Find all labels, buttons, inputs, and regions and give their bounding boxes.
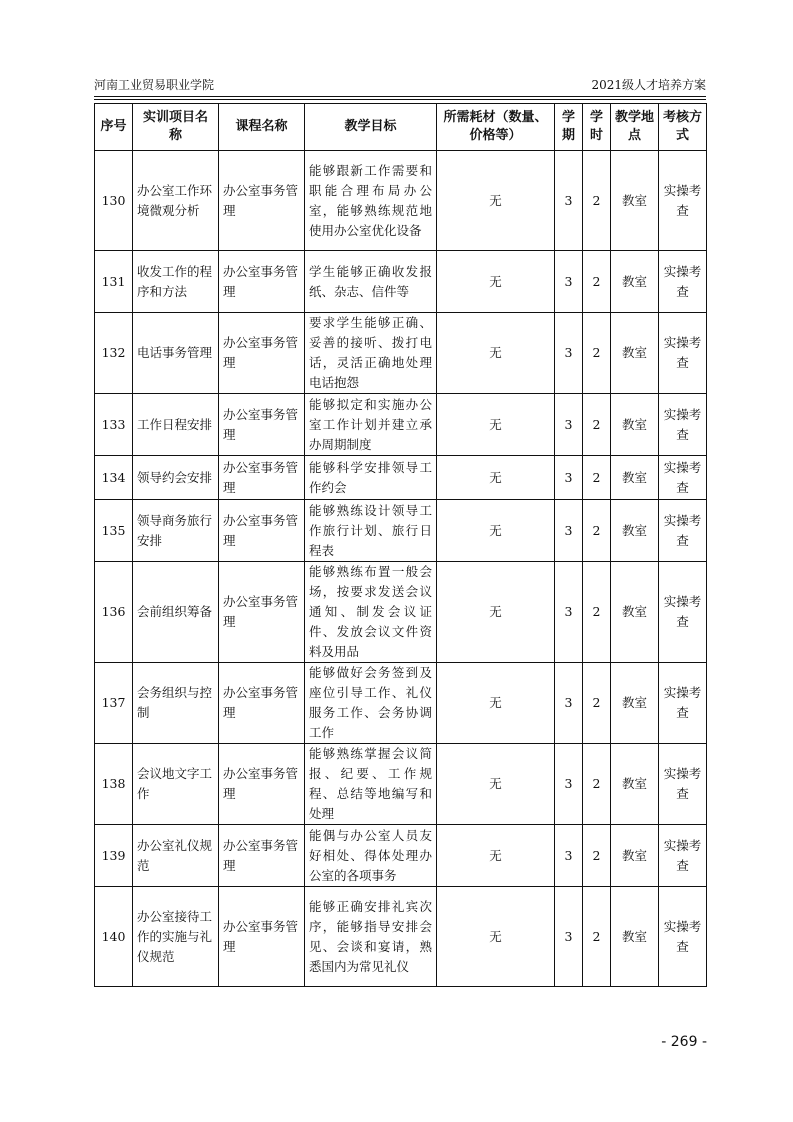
cell-term: 3 (555, 825, 583, 887)
cell-course: 办公室事务管理 (219, 562, 305, 663)
cell-term: 3 (555, 562, 583, 663)
cell-item: 办公室接待工作的实施与礼仪规范 (133, 887, 219, 987)
cell-course: 办公室事务管理 (219, 663, 305, 744)
table-row (95, 394, 707, 456)
cell-course: 办公室事务管理 (219, 251, 305, 313)
cell-consumables: 无 (437, 562, 555, 663)
cell-item: 收发工作的程序和方法 (133, 251, 219, 313)
cell-term: 3 (555, 887, 583, 987)
cell-item: 会前组织筹备 (133, 562, 219, 663)
cell-place: 教室 (611, 562, 659, 663)
cell-place: 教室 (611, 744, 659, 825)
cell-seq: 137 (95, 663, 133, 744)
cell-item: 工作日程安排 (133, 394, 219, 456)
page-number: - 269 - (661, 1034, 707, 1050)
cell-hours: 2 (583, 562, 611, 663)
cell-assessment: 实操考查 (659, 251, 707, 313)
cell-place: 教室 (611, 251, 659, 313)
cell-term: 3 (555, 456, 583, 500)
cell-place: 教室 (611, 663, 659, 744)
cell-goal: 能够熟练设计领导工作旅行计划、旅行日程表 (305, 500, 437, 562)
cell-place: 教室 (611, 887, 659, 987)
cell-course: 办公室事务管理 (219, 744, 305, 825)
cell-assessment: 实操考查 (659, 887, 707, 987)
cell-hours: 2 (583, 887, 611, 987)
table-header-row (95, 104, 707, 151)
cell-goal: 能够熟练掌握会议简报、纪要、工作规程、总结等地编写和处理 (305, 744, 437, 825)
cell-course: 办公室事务管理 (219, 825, 305, 887)
cell-consumables: 无 (437, 825, 555, 887)
cell-term: 3 (555, 744, 583, 825)
cell-item: 领导约会安排 (133, 456, 219, 500)
cell-consumables: 无 (437, 151, 555, 251)
cell-consumables: 无 (437, 744, 555, 825)
cell-hours: 2 (583, 394, 611, 456)
cell-item: 会务组织与控制 (133, 663, 219, 744)
header-rule-bottom (94, 99, 706, 100)
header-seq: 序号 (95, 104, 133, 151)
cell-seq: 133 (95, 394, 133, 456)
cell-seq: 138 (95, 744, 133, 825)
cell-assessment: 实操考查 (659, 663, 707, 744)
cell-course: 办公室事务管理 (219, 151, 305, 251)
cell-seq: 130 (95, 151, 133, 251)
cell-seq: 131 (95, 251, 133, 313)
cell-item: 领导商务旅行安排 (133, 500, 219, 562)
cell-hours: 2 (583, 151, 611, 251)
header-course: 课程名称 (219, 104, 305, 151)
table-row (95, 562, 707, 663)
cell-hours: 2 (583, 251, 611, 313)
header-hours: 学时 (583, 104, 611, 151)
cell-term: 3 (555, 313, 583, 394)
table-row (95, 663, 707, 744)
header-term: 学期 (555, 104, 583, 151)
cell-hours: 2 (583, 825, 611, 887)
cell-hours: 2 (583, 663, 611, 744)
training-items-table (94, 103, 707, 987)
institution-name: 河南工业贸易职业学院 (94, 78, 215, 92)
cell-goal: 要求学生能够正确、妥善的接听、拨打电话，灵活正确地处理电话抱怨 (305, 313, 437, 394)
table-row (95, 251, 707, 313)
cell-assessment: 实操考查 (659, 456, 707, 500)
cell-place: 教室 (611, 151, 659, 251)
cell-course: 办公室事务管理 (219, 887, 305, 987)
cell-course: 办公室事务管理 (219, 394, 305, 456)
cell-course: 办公室事务管理 (219, 456, 305, 500)
cell-course: 办公室事务管理 (219, 500, 305, 562)
cell-consumables: 无 (437, 663, 555, 744)
cell-consumables: 无 (437, 251, 555, 313)
table-row (95, 500, 707, 562)
cell-seq: 135 (95, 500, 133, 562)
cell-place: 教室 (611, 394, 659, 456)
cell-consumables: 无 (437, 887, 555, 987)
cell-hours: 2 (583, 500, 611, 562)
cell-term: 3 (555, 663, 583, 744)
cell-hours: 2 (583, 744, 611, 825)
table-row (95, 313, 707, 394)
cell-consumables: 无 (437, 394, 555, 456)
table-row (95, 825, 707, 887)
cell-hours: 2 (583, 313, 611, 394)
cell-term: 3 (555, 251, 583, 313)
cell-assessment: 实操考查 (659, 500, 707, 562)
cell-goal: 能偶与办公室人员友好相处、得体处理办公室的各项事务 (305, 825, 437, 887)
header-item: 实训项目名称 (133, 104, 219, 151)
cell-assessment: 实操考查 (659, 825, 707, 887)
cell-seq: 134 (95, 456, 133, 500)
cell-item: 电话事务管理 (133, 313, 219, 394)
page-header (94, 76, 706, 94)
cell-goal: 能够科学安排领导工作约会 (305, 456, 437, 500)
cell-course: 办公室事务管理 (219, 313, 305, 394)
table-row (95, 456, 707, 500)
cell-goal: 能够熟练布置一般会场，按要求发送会议通知、制发会议证件、发放会议文件资料及用品 (305, 562, 437, 663)
cell-seq: 132 (95, 313, 133, 394)
cell-assessment: 实操考查 (659, 151, 707, 251)
table-row (95, 887, 707, 987)
cell-place: 教室 (611, 500, 659, 562)
cell-term: 3 (555, 500, 583, 562)
cell-assessment: 实操考查 (659, 562, 707, 663)
cell-assessment: 实操考查 (659, 394, 707, 456)
cell-goal: 学生能够正确收发报纸、杂志、信件等 (305, 251, 437, 313)
cell-item: 办公室礼仪规范 (133, 825, 219, 887)
cell-seq: 136 (95, 562, 133, 663)
cell-place: 教室 (611, 456, 659, 500)
header-goal: 教学目标 (305, 104, 437, 151)
cell-place: 教室 (611, 313, 659, 394)
cell-seq: 139 (95, 825, 133, 887)
cell-seq: 140 (95, 887, 133, 987)
cell-goal: 能够做好会务签到及座位引导工作、礼仪服务工作、会务协调工作 (305, 663, 437, 744)
cell-assessment: 实操考查 (659, 744, 707, 825)
cell-place: 教室 (611, 825, 659, 887)
header-place: 教学地点 (611, 104, 659, 151)
cell-item: 会议地文字工作 (133, 744, 219, 825)
cell-assessment: 实操考查 (659, 313, 707, 394)
cell-consumables: 无 (437, 456, 555, 500)
table-row (95, 744, 707, 825)
cell-hours: 2 (583, 456, 611, 500)
cell-term: 3 (555, 151, 583, 251)
cell-goal: 能够跟新工作需要和职能合理布局办公室，能够熟练规范地使用办公室优化设备 (305, 151, 437, 251)
cell-consumables: 无 (437, 500, 555, 562)
cell-term: 3 (555, 394, 583, 456)
header-consumables: 所需耗材（数量、价格等） (437, 104, 555, 151)
cell-item: 办公室工作环境微观分析 (133, 151, 219, 251)
cell-consumables: 无 (437, 313, 555, 394)
header-assessment: 考核方式 (659, 104, 707, 151)
plan-title: 2021级人才培养方案 (591, 78, 706, 92)
table-row (95, 151, 707, 251)
cell-goal: 能够拟定和实施办公室工作计划并建立承办周期制度 (305, 394, 437, 456)
header-rule-top (94, 96, 706, 97)
cell-goal: 能够正确安排礼宾次序，能够指导安排会见、会谈和宴请，熟悉国内为常见礼仪 (305, 887, 437, 987)
